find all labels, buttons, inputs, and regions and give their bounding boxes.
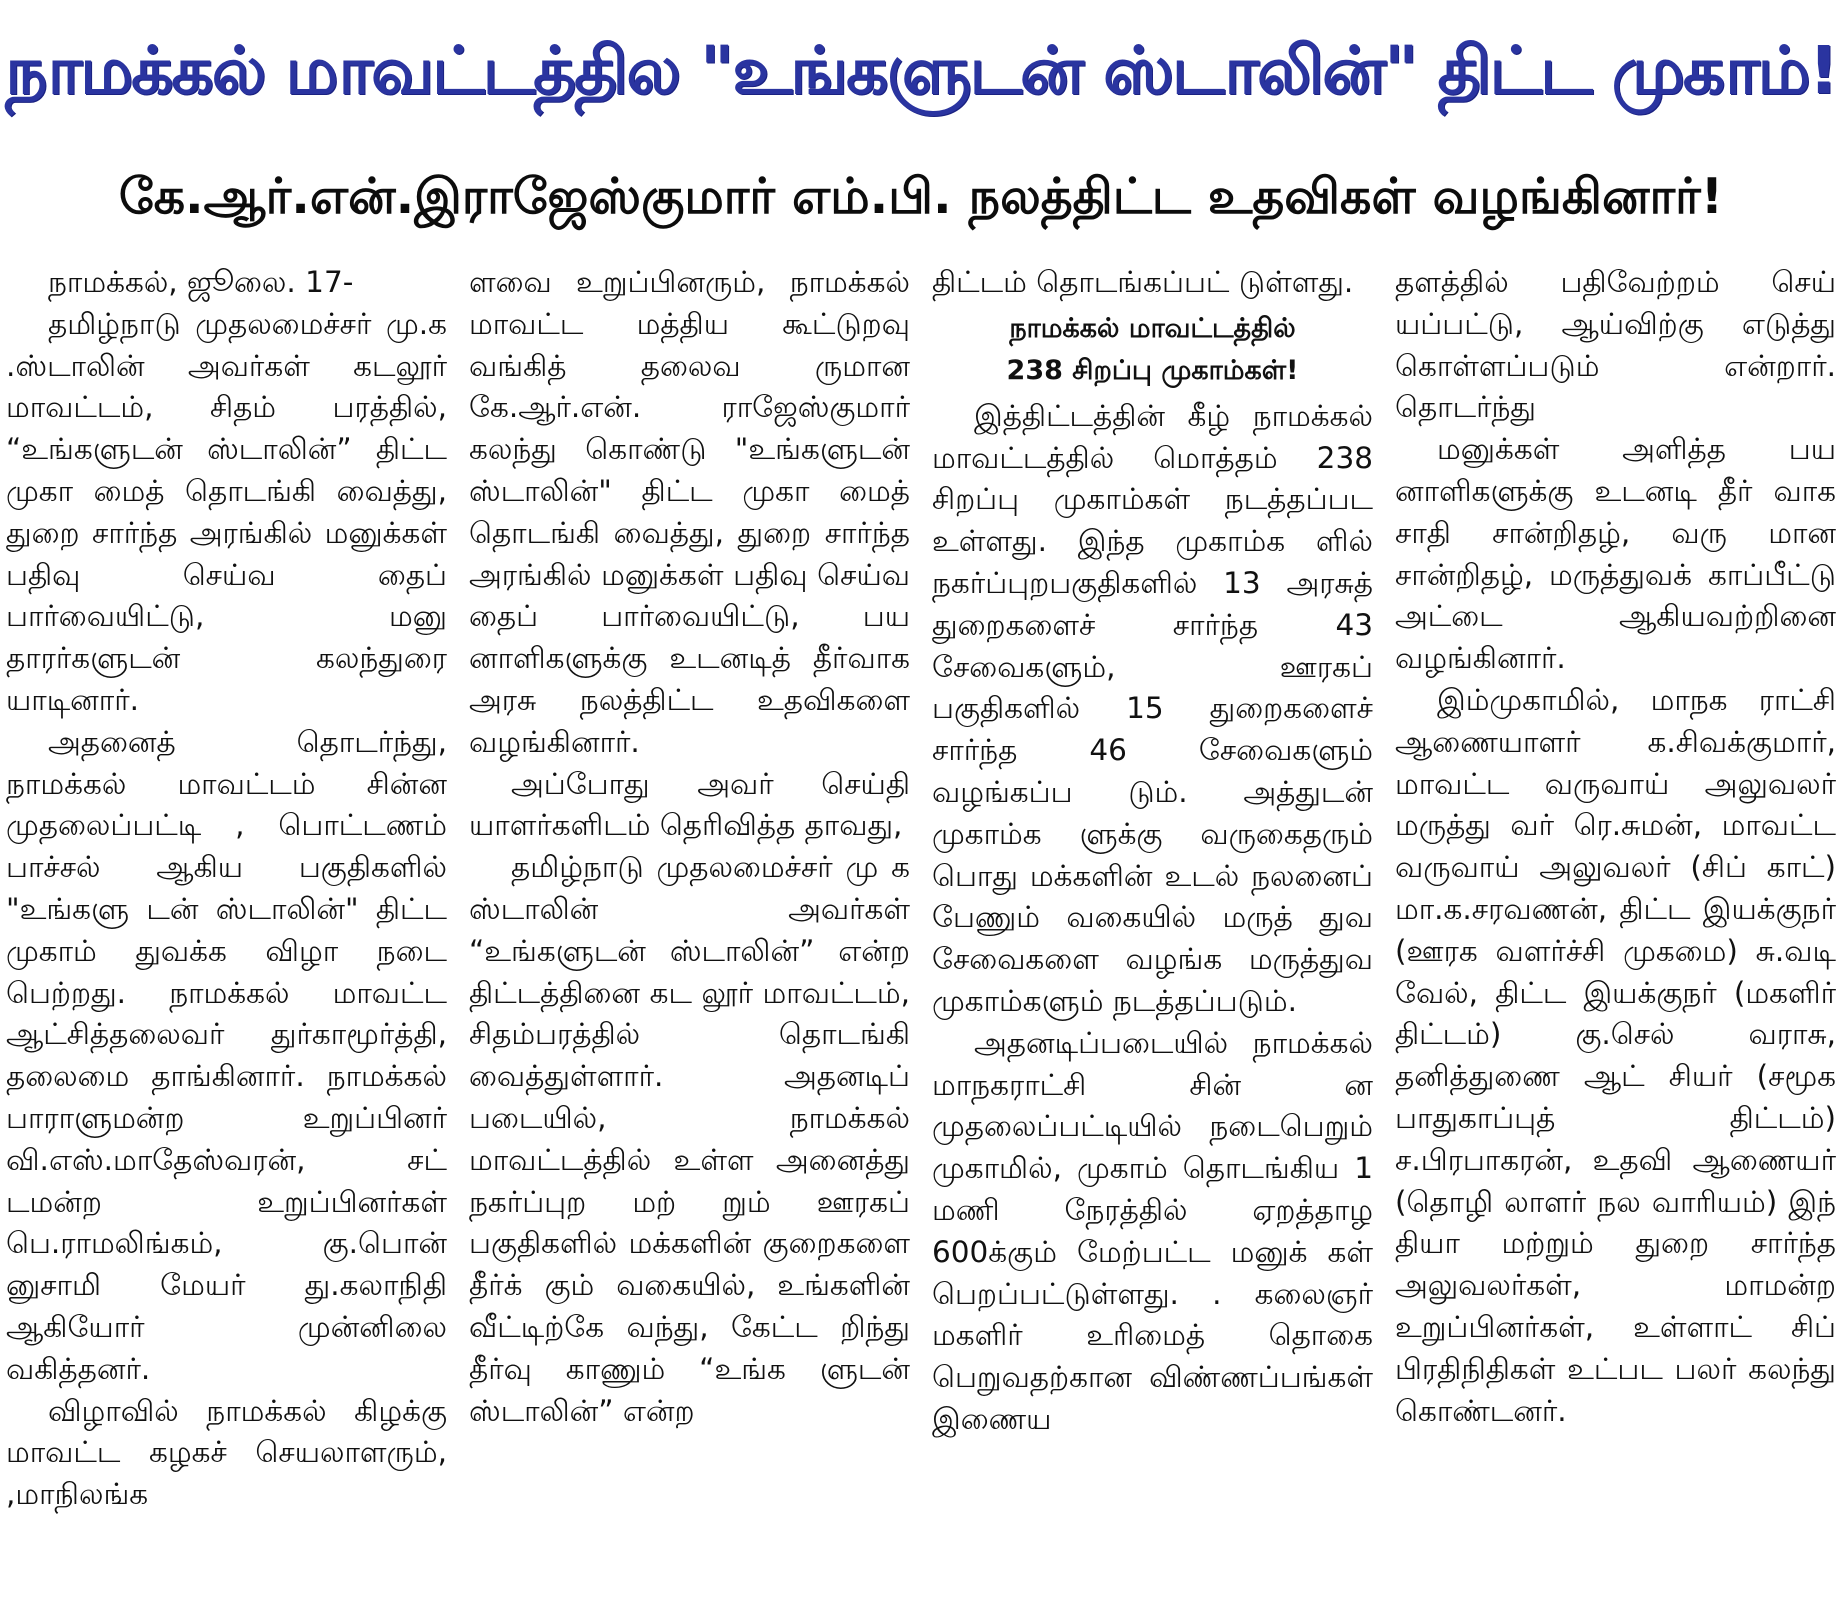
paragraph: மனுக்கள் அளித்த பய னாளிகளுக்கு உடனடி தீர் வாக சாதி சான்றிதழ், வரு மான சான்றிதழ், மருத்துவக் காப்பீட்டு அட்டை ஆகியவற்றினை வழங்கினார். xyxy=(1395,432,1836,676)
paragraph: தமிழ்நாடு முதலமைச்சர் மு க ஸ்டாலின் அவர்கள் “உங்களுடன் ஸ்டாலின்” என்ற திட்டத்தினை கட லூர் மாவட்டம், சிதம்பரத்தில் தொடங்கி வைத்துள்ளார். அதனடிப் படையில், நாமக்கல் மாவட்டத்தில் உள்ள அனைத்து நகர்ப்புற மற் றும் ஊரகப் பகுதிகளில் மக்களின் குறைகளை தீர்க் கும் வகையில், உங்களின் வீட்டிற்கே வந்து, கேட்ட றிந்து தீர்வு காணும் “உங்க ளுடன் ஸ்டாலின்” என்ற xyxy=(469,850,910,1428)
article-column-2 xyxy=(469,262,910,1592)
article-column-1 xyxy=(6,262,447,1592)
article-body xyxy=(6,262,1836,1592)
paragraph: விழாவில் நாமக்கல் கிழக்கு மாவட்ட கழகச் செயலாளரும், ,மாநிலங்க xyxy=(6,1393,447,1512)
dateline: நாமக்கல், ஜூலை. 17- xyxy=(48,265,354,299)
paragraph: அப்போது அவர் செய்தி யாளர்களிடம் தெரிவித்த தாவது, xyxy=(469,766,910,843)
paragraph: அதனடிப்படையில் நாமக்கல் மாநகராட்சி சின் ன முதலைப்பட்டியில் நடைபெறும் முகாமில், முகாம் தொடங்கிய 1 மணி நேரத்தில் ஏறத்தாழ 600க்கும் மேற்பட்ட மனுக் கள் பெறப்பட்டுள்ளது. . கலைஞர் மகளிர் உரிமைத் தொகை பெறுவதற்கான விண்ணப்பங்கள் இணைய xyxy=(932,1025,1373,1436)
subheadline: கே.ஆர்.என்.இராஜேஸ்குமார் எம்.பி. நலத்திட்ட உதவிகள் வழங்கினார்! xyxy=(118,168,1724,225)
paragraph: தமிழ்நாடு முதலமைச்சர் மு.க .ஸ்டாலின் அவர்கள் கடலூர் மாவட்டம், சிதம் பரத்தில், “உங்களுடன் ஸ்டாலின்” திட்ட முகா மைத் தொடங்கி வைத்து, துறை சார்ந்த அரங்கில் மனுக்கள் பதிவு செய்வ தைப் பார்வையிட்டு, மனு தாரர்களுடன் கலந்துரை யாடினார். xyxy=(6,306,447,717)
subheading-line: 238 சிறப்பு முகாம்கள்! xyxy=(1006,354,1299,386)
paragraph: திட்டம் தொடங்கப்பட் டுள்ளது. xyxy=(932,265,1354,299)
paragraph: இத்திட்டத்தின் கீழ் நாமக்கல் மாவட்டத்தில் மொத்தம் 238 சிறப்பு முகாம்கள் நடத்தப்பட உள்ளது. இந்த முகாம்க ளில் நகர்ப்புறபகுதிகளில் 13 அரசுத் துறைகளைச் சார்ந்த 43 சேவைகளும், ஊரகப் பகுதிகளில் 15 துறைகளைச் சார்ந்த 46 சேவைகளும் வழங்கப்ப டும். அத்துடன் முகாம்க ளுக்கு வருகைதரும் பொது மக்களின் உடல் நலனைப் பேணும் வகையில் மருத் துவ சேவைகளை வழங்க மருத்துவ முகாம்களும் நடத்தப்படும். xyxy=(932,398,1373,1018)
paragraph: தளத்தில் பதிவேற்றம் செய் யப்பட்டு, ஆய்விற்கு எடுத்து கொள்ளப்படும் என்றார். தொடர்ந்து xyxy=(1395,265,1836,425)
paragraph: ளவை உறுப்பினரும், நாமக்கல் மாவட்ட மத்திய கூட்டுறவு வங்கித் தலைவ ருமான கே.ஆர்.என். ராஜேஸ்குமார் கலந்து கொண்டு "உங்களுடன் ஸ்டாலின்" திட்ட முகா மைத் தொடங்கி வைத்து, துறை சார்ந்த அரங்கில் மனுக்கள் பதிவு செய்வ தைப் பார்வையிட்டு, பய னாளிகளுக்கு உடனடித் தீர்வாக அரசு நலத்திட்ட உதவிகளை வழங்கினார். xyxy=(469,265,910,759)
section-subheading xyxy=(932,308,1373,392)
article-column-4 xyxy=(1395,262,1836,1592)
paragraph: அதனைத் தொடர்ந்து, நாமக்கல் மாவட்டம் சின்ன முதலைப்பட்டி , பொட்டணம் பாச்சல் ஆகிய பகுதிகளில் "உங்களு டன் ஸ்டாலின்" திட்ட முகாம் துவக்க விழா நடை பெற்றது. நாமக்கல் மாவட்ட ஆட்சித்தலைவர் துர்காமூர்த்தி, தலைமை தாங்கினார். நாமக்கல் பாராளுமன்ற உறுப்பினர் வி.எஸ்.மாதேஸ்வரன், சட் டமன்ற உறுப்பினர்கள் பெ.ராமலிங்கம், கு.பொன் னுசாமி மேயர் து.கலாநிதி ஆகியோர் முன்னிலை வகித்தனர். xyxy=(6,724,447,1386)
paragraph: இம்முகாமில், மாநக ராட்சி ஆணையாளர் க.சிவக்குமார், மாவட்ட வருவாய் அலுவலர் மருத்து வர் ரெ.சுமன், மாவட்ட வருவாய் அலுவலர் (சிப் காட்) மா.க.சரவணன், திட்ட இயக்குநர் (ஊரக வளர்ச்சி முகமை) சு.வடி வேல், திட்ட இயக்குநர் (மகளிர் திட்டம்) கு.செல் வராசு, தனித்துணை ஆட் சியர் (சமூக பாதுகாப்புத் திட்டம்) ச.பிரபாகரன், உதவி ஆணையர் (தொழி லாளர் நல வாரியம்) இந் தியா மற்றும் துறை சார்ந்த அலுவலர்கள், மாமன்ற உறுப்பினர்கள், உள்ளாட் சிப் பிரதிநிதிகள் உட்பட பலர் கலந்து கொண்டனர். xyxy=(1395,682,1836,1428)
subheading-line: நாமக்கல் மாவட்டத்தில் xyxy=(1009,312,1296,344)
headline: நாமக்கல் மாவட்டத்தில "உங்களுடன் ஸ்டாலின்" திட்ட முகாம்! xyxy=(5,32,1837,109)
article-column-3 xyxy=(932,262,1373,1592)
